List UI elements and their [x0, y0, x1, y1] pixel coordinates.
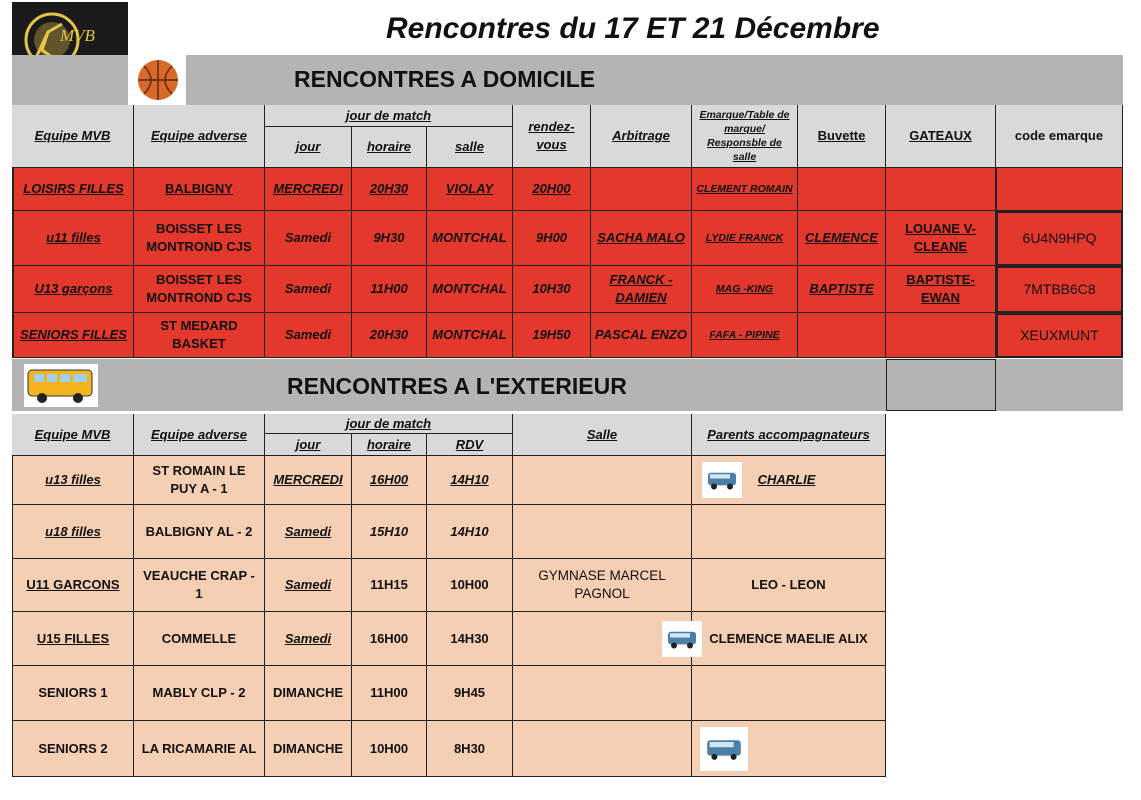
away-header-rdv-text: RDV [455, 436, 484, 452]
home-row-arbitrage [591, 168, 692, 211]
away-banner-right-a [886, 359, 996, 411]
home-row-rdv [513, 266, 591, 313]
home-row-equipe-text: LOISIRS FILLES [23, 181, 124, 197]
header-code-emarque [996, 105, 1123, 168]
away-row-rdv [427, 666, 513, 721]
header-salle-text: salle [455, 139, 484, 155]
away-row-horaire [352, 505, 427, 559]
away-row-salle-text: GYMNASE MARCEL PAGNOL [538, 567, 666, 601]
home-row-rdv-text: 10H30 [532, 281, 571, 297]
away-row-adverse [134, 505, 265, 559]
home-row-jour [265, 168, 352, 211]
home-row-horaire [352, 266, 427, 313]
home-row-equipe [12, 168, 134, 211]
home-row-rdv-text: 19H50 [532, 327, 571, 343]
away-header-jour-de-match-text: jour de match [345, 415, 432, 431]
header-jour-text: jour [295, 139, 321, 155]
away-header-equipe-adverse-text: Equipe adverse [150, 426, 248, 442]
away-row-horaire-text: 15H10 [369, 523, 409, 539]
away-row-salle [513, 559, 692, 612]
away-row-rdv [427, 559, 513, 612]
away-row-equipe [12, 666, 134, 721]
away-row-parents-text: LEO - LEON [751, 577, 826, 593]
away-row-parents-text: CHARLIE [757, 472, 816, 488]
home-row-gateaux [886, 211, 996, 266]
away-row-salle [513, 666, 692, 721]
home-row-emarque-text: LYDIE FRANCK [705, 231, 784, 244]
home-row-gateaux-text: BAPTISTE-EWAN [906, 272, 975, 305]
minibus-icon [700, 727, 748, 771]
home-row-code-text: 7MTBB6C8 [1023, 281, 1096, 298]
away-row-horaire-text: 16H00 [369, 630, 409, 646]
home-row-code-text: 6U4N9HPQ [1022, 230, 1097, 247]
away-row-jour [265, 721, 352, 777]
minibus-tile-row4 [662, 621, 702, 657]
away-row-jour-text: Samedi [284, 630, 332, 646]
away-row-rdv-text: 14H10 [450, 523, 489, 539]
home-row-emarque-text: FAFA - PIPINE [709, 328, 780, 341]
home-row-buvette [798, 168, 886, 211]
home-row-equipe [12, 211, 134, 266]
home-row-horaire-text: 9H30 [373, 230, 405, 246]
home-row-emarque-text: MAG -KING [715, 282, 774, 295]
home-row-gateaux [886, 266, 996, 313]
header-jour [265, 127, 352, 168]
away-header-salle [513, 414, 692, 456]
minibus-tile-row1 [702, 462, 742, 498]
away-header-salle-text: Salle [586, 426, 618, 442]
away-row-parents [692, 666, 886, 721]
away-row-jour [265, 612, 352, 666]
away-row-rdv [427, 612, 513, 666]
home-row-horaire-text: 11H00 [370, 281, 408, 297]
away-row-rdv-text: 14H30 [450, 630, 489, 646]
away-row-parents [692, 559, 886, 612]
home-row-jour [265, 211, 352, 266]
header-jour-de-match-text: jour de match [345, 107, 432, 123]
home-row-code [996, 266, 1123, 313]
home-row-rdv [513, 168, 591, 211]
away-row-adverse-text: MABLY CLP - 2 [152, 685, 246, 701]
home-row-jour [265, 313, 352, 358]
home-row-adverse [134, 168, 265, 211]
header-rendez-vous [513, 105, 591, 168]
home-row-horaire [352, 313, 427, 358]
home-row-emarque [692, 266, 798, 313]
away-row-jour-text: DIMANCHE [272, 740, 344, 756]
home-row-adverse-text: BALBIGNY [165, 181, 233, 197]
school-bus-icon [24, 364, 98, 407]
away-row-adverse [134, 721, 265, 777]
away-row-adverse [134, 456, 265, 505]
home-row-salle [427, 313, 513, 358]
home-row-adverse-text: BOISSET LES MONTROND CJS [146, 221, 252, 254]
home-row-rdv [513, 313, 591, 358]
header-emarque-text: Emarque/Table de marque/ Responsble de salle [699, 108, 790, 164]
away-header-parents [692, 414, 886, 456]
home-row-equipe [12, 313, 134, 358]
home-row-adverse [134, 313, 265, 358]
home-row-arbitrage-text: FRANCK - DAMIEN [609, 272, 673, 305]
header-arbitrage-text: Arbitrage [612, 128, 670, 144]
away-row-equipe-text: u13 filles [45, 472, 101, 488]
home-row-salle [427, 266, 513, 313]
away-row-adverse [134, 666, 265, 721]
away-header-horaire [352, 434, 427, 456]
away-row-adverse-text: BALBIGNY AL - 2 [145, 523, 253, 539]
away-row-adverse [134, 612, 265, 666]
home-row-salle-text: VIOLAY [445, 181, 494, 197]
away-row-equipe [12, 456, 134, 505]
header-equipe-adverse-text: Equipe adverse [150, 128, 248, 144]
header-jour-de-match [265, 105, 513, 127]
away-header-jour-text: jour [295, 436, 321, 452]
away-banner-title: RENCONTRES A L'EXTERIEUR [287, 373, 627, 399]
away-header-jour-de-match [265, 414, 513, 434]
away-header-jour [265, 434, 352, 456]
home-row-adverse-text: BOISSET LES MONTROND CJS [146, 272, 252, 305]
minibus-icon [662, 621, 702, 657]
home-row-jour-text: MERCREDI [273, 181, 343, 197]
bus-tile [24, 364, 98, 407]
home-row-horaire [352, 168, 427, 211]
home-row-adverse [134, 266, 265, 313]
home-row-arbitrage [591, 211, 692, 266]
header-code-emarque-text: code emarque [1014, 128, 1104, 144]
away-row-horaire [352, 612, 427, 666]
away-row-rdv [427, 505, 513, 559]
minibus-tile-row6 [700, 727, 748, 771]
basketball-icon [130, 55, 186, 105]
page-title: Rencontres du 17 ET 21 Décembre [386, 12, 880, 45]
home-row-buvette-text: BAPTISTE [809, 281, 874, 297]
home-row-arbitrage [591, 266, 692, 313]
header-gateaux [886, 105, 996, 168]
away-banner-right-b [996, 359, 1123, 411]
home-row-jour-text: Samedi [284, 230, 332, 246]
away-row-adverse-text: LA RICAMARIE AL [141, 740, 257, 756]
home-row-equipe [12, 266, 134, 313]
away-row-horaire-text: 16H00 [369, 472, 409, 488]
away-row-horaire [352, 666, 427, 721]
away-row-parents [692, 612, 886, 666]
away-row-salle [513, 505, 692, 559]
home-row-rdv-text: 20H00 [532, 181, 571, 197]
home-row-equipe-text: u11 filles [46, 230, 101, 246]
away-row-equipe-text: U11 GARCONS [26, 577, 120, 593]
away-row-equipe [12, 505, 134, 559]
away-row-horaire-text: 11H00 [370, 685, 408, 701]
away-row-equipe-text: U15 FILLES [36, 630, 110, 646]
away-row-parents-text: CLEMENCE MAELIE ALIX [709, 630, 868, 646]
home-row-code [996, 313, 1123, 358]
home-row-equipe-text: SENIORS FILLES [20, 327, 127, 343]
away-row-jour-text: DIMANCHE [272, 685, 344, 701]
home-row-salle [427, 168, 513, 211]
away-row-rdv-text: 10H00 [450, 577, 489, 593]
home-row-equipe-text: U13 garçons [34, 281, 113, 297]
away-row-jour-text: MERCREDI [273, 472, 343, 488]
away-row-rdv [427, 721, 513, 777]
home-row-rdv-text: 9H00 [535, 230, 568, 246]
away-row-jour [265, 505, 352, 559]
away-row-equipe [12, 721, 134, 777]
away-row-adverse-text: COMMELLE [161, 630, 237, 646]
header-arbitrage [591, 105, 692, 168]
home-banner-left [12, 55, 128, 105]
header-emarque [692, 105, 798, 168]
home-row-buvette [798, 313, 886, 358]
home-row-gateaux [886, 168, 996, 211]
away-header-horaire-text: horaire [366, 436, 412, 452]
away-row-jour [265, 559, 352, 612]
away-row-equipe [12, 612, 134, 666]
header-horaire-text: horaire [366, 139, 412, 155]
away-row-rdv-text: 14H10 [450, 472, 489, 488]
home-row-adverse-text: ST MEDARD BASKET [160, 318, 238, 351]
header-buvette-text: Buvette [817, 128, 866, 144]
home-row-code [996, 168, 1123, 211]
home-row-arbitrage [591, 313, 692, 358]
header-gateaux-text: GATEAUX [909, 128, 972, 144]
away-row-horaire-text: 10H00 [369, 740, 409, 756]
home-row-salle-text: MONTCHAL [432, 327, 507, 343]
home-banner-title: RENCONTRES A DOMICILE [294, 66, 596, 92]
home-row-salle [427, 211, 513, 266]
away-row-adverse-text: VEAUCHE CRAP - 1 [143, 568, 255, 601]
home-row-horaire-text: 20H30 [369, 181, 409, 197]
away-row-equipe [12, 559, 134, 612]
away-row-horaire [352, 559, 427, 612]
header-equipe-mvb-text: Equipe MVB [34, 128, 111, 144]
header-equipe-mvb [12, 105, 134, 168]
home-row-gateaux [886, 313, 996, 358]
away-row-jour [265, 666, 352, 721]
home-row-code [996, 211, 1123, 266]
away-row-parents [692, 505, 886, 559]
away-row-horaire [352, 721, 427, 777]
home-row-salle-text: MONTCHAL [432, 281, 507, 297]
home-row-arbitrage-text: SACHA MALO [597, 230, 685, 246]
away-row-equipe-text: u18 filles [45, 523, 101, 539]
away-row-jour [265, 456, 352, 505]
home-row-gateaux-text: LOUANE V-CLEANE [905, 221, 976, 254]
home-row-buvette-text: CLEMENCE [805, 230, 878, 246]
home-row-rdv [513, 211, 591, 266]
away-header-equipe-adverse [134, 414, 265, 456]
home-row-emarque-text: CLEMENT ROMAIN [696, 182, 793, 195]
header-equipe-adverse [134, 105, 265, 168]
away-row-adverse-text: ST ROMAIN LE PUY A - 1 [152, 463, 246, 496]
header-buvette [798, 105, 886, 168]
header-salle [427, 127, 513, 168]
home-row-emarque [692, 168, 798, 211]
away-row-equipe-text: SENIORS 1 [38, 685, 108, 701]
home-row-arbitrage-text: PASCAL ENZO [595, 327, 687, 343]
home-row-horaire-text: 20H30 [369, 327, 409, 343]
basketball-tile [130, 55, 186, 105]
away-row-rdv-text: 8H30 [453, 740, 486, 756]
away-row-rdv-text: 9H45 [453, 685, 486, 701]
home-row-emarque [692, 313, 798, 358]
away-row-adverse [134, 559, 265, 612]
home-row-code-text: XEUXMUNT [1020, 327, 1099, 344]
away-header-parents-text: Parents accompagnateurs [707, 426, 870, 442]
minibus-icon [702, 462, 742, 498]
home-row-jour [265, 266, 352, 313]
away-row-jour-text: Samedi [284, 523, 332, 539]
home-row-adverse [134, 211, 265, 266]
home-row-horaire [352, 211, 427, 266]
away-row-salle [513, 456, 692, 505]
logo-text: MVB [60, 26, 95, 45]
away-row-horaire-text: 11H15 [370, 577, 408, 593]
home-row-buvette [798, 266, 886, 313]
away-header-equipe-mvb [12, 414, 134, 456]
away-row-jour-text: Samedi [284, 577, 332, 593]
home-row-jour-text: Samedi [284, 281, 332, 297]
away-row-equipe-text: SENIORS 2 [38, 740, 108, 756]
away-row-salle [513, 721, 692, 777]
header-rendez-vous-text: rendez-vous [528, 119, 575, 152]
home-row-emarque [692, 211, 798, 266]
away-header-equipe-mvb-text: Equipe MVB [34, 426, 111, 442]
home-row-salle-text: MONTCHAL [432, 230, 507, 246]
away-header-rdv [427, 434, 513, 456]
away-row-rdv [427, 456, 513, 505]
away-row-horaire [352, 456, 427, 505]
home-row-jour-text: Samedi [284, 327, 332, 343]
home-row-buvette [798, 211, 886, 266]
header-horaire [352, 127, 427, 168]
